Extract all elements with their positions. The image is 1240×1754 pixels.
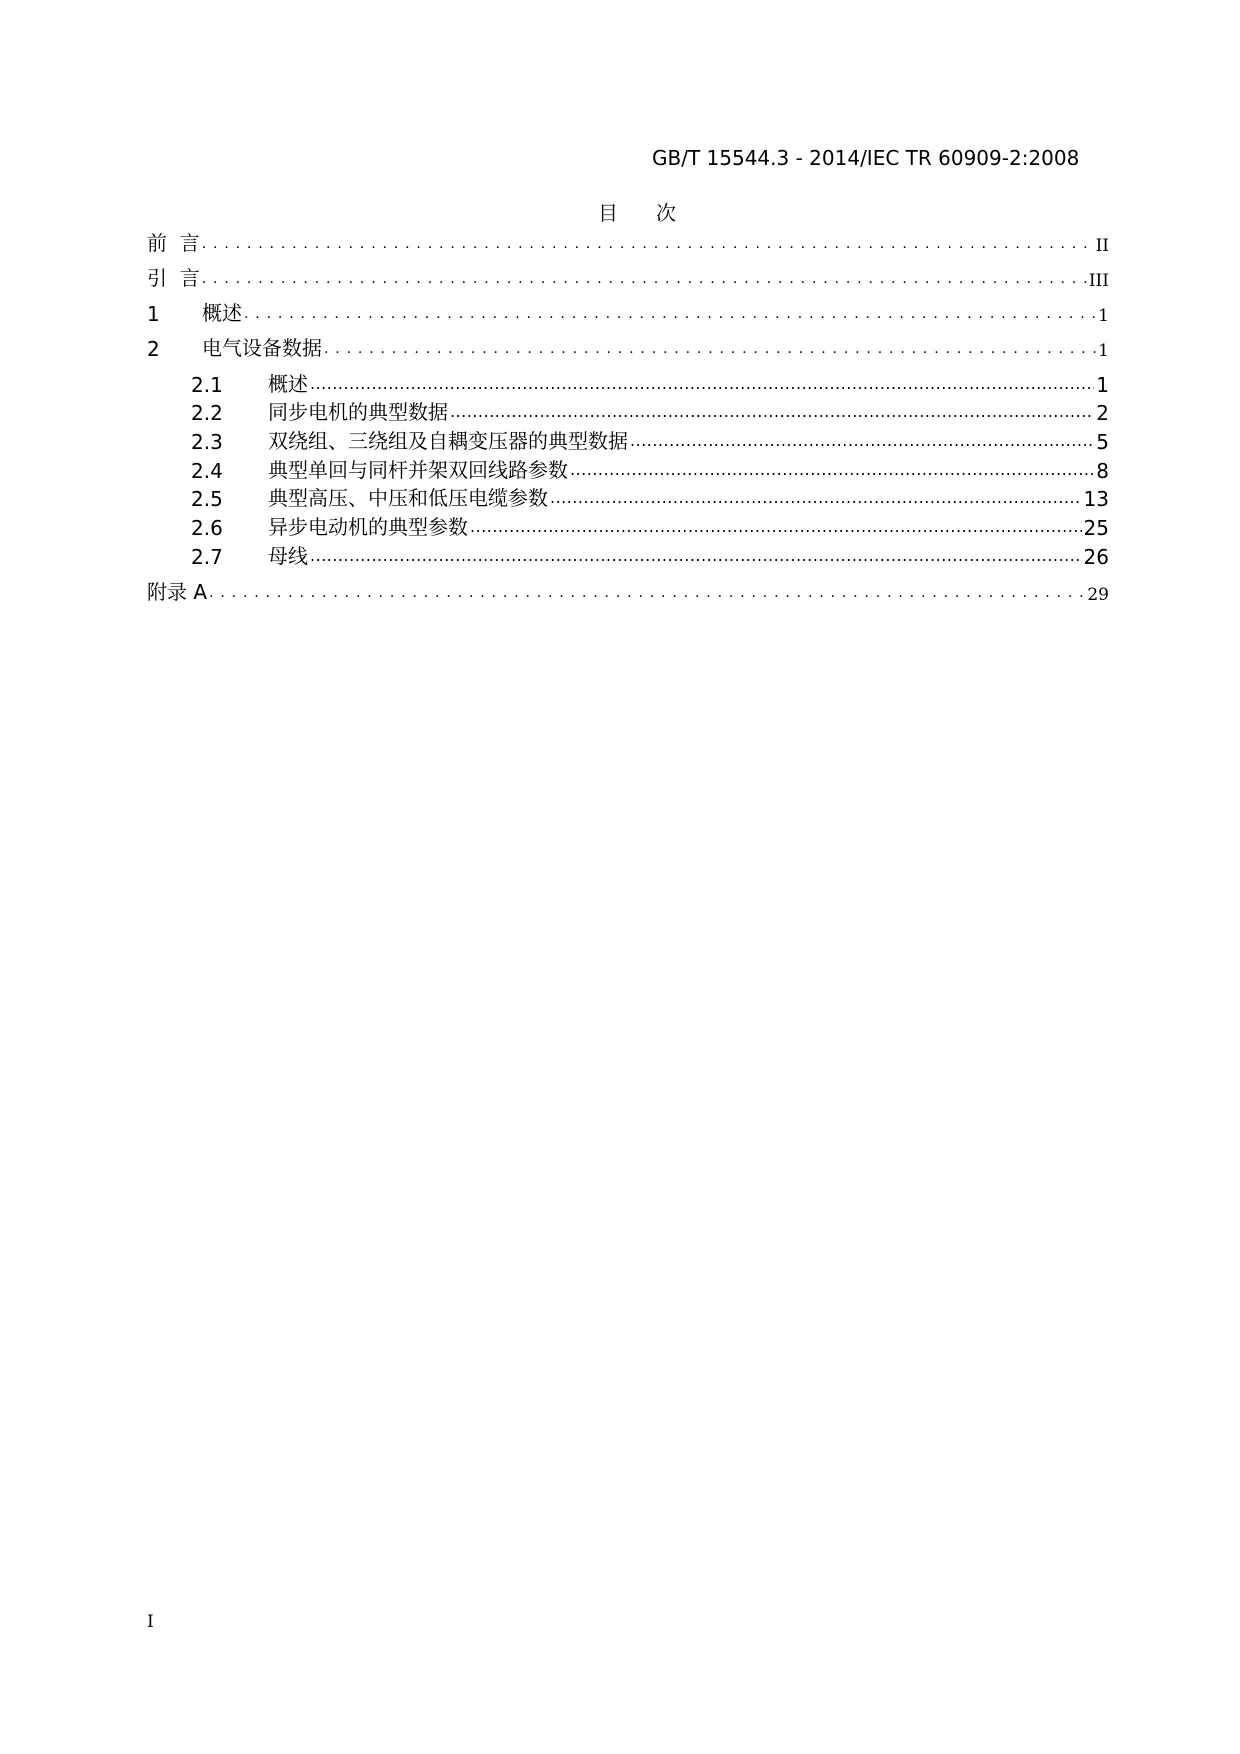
toc-entry-title: 双绕组、三绕组及自耦变压器的典型数据 (268, 429, 628, 453)
toc-entry-number: 2.6 (191, 516, 223, 540)
toc-entry-title: 概述 (268, 372, 308, 396)
dot-leader (324, 333, 1096, 361)
dot-leader (570, 455, 1094, 483)
toc-entry-title: 异步电动机的典型参数 (268, 515, 468, 539)
standard-number-header: GB/T 15544.3 - 2014/IEC TR 60909-2:2008 (652, 146, 1080, 170)
toc-entry-page: 1 (1096, 373, 1109, 397)
toc-entry-number: 2.3 (191, 430, 223, 454)
toc-entry-page: 13 (1083, 487, 1109, 511)
toc-entry-title: 母线 (268, 544, 308, 568)
toc-entry-number: 2.2 (191, 401, 223, 425)
toc-entry-title: 前 言 (147, 231, 200, 255)
toc-entry-page: 1 (1098, 306, 1109, 326)
toc-entry-page: III (1088, 271, 1109, 291)
dot-leader (209, 577, 1085, 605)
toc-entry-preface[interactable] (147, 228, 1109, 256)
toc-title-part2: 次 (656, 201, 676, 225)
toc-entry-2-3[interactable] (191, 426, 1109, 454)
toc-entry-number: 2.5 (191, 487, 223, 511)
page-number-footer: I (147, 1612, 154, 1632)
toc-entry-2[interactable] (147, 333, 1109, 361)
toc-title-part1: 目 (598, 201, 618, 225)
toc-entry-number: 2.1 (191, 373, 223, 397)
toc-entry-page: II (1095, 236, 1109, 256)
toc-entry-2-2[interactable] (191, 397, 1109, 425)
toc-entry-page: 29 (1087, 585, 1109, 605)
toc-entry-appendix-a[interactable] (147, 577, 1109, 605)
toc-entry-introduction[interactable] (147, 263, 1109, 291)
toc-entry-2-4[interactable] (191, 455, 1109, 483)
toc-entry-page: 5 (1096, 430, 1109, 454)
toc-entry-number: 2.4 (191, 459, 223, 483)
toc-entry-2-7[interactable] (191, 541, 1109, 569)
toc-entry-title: 引 言 (147, 266, 200, 290)
toc-entry-title: 同步电机的典型数据 (268, 400, 448, 424)
toc-entry-number: 2 (147, 337, 160, 361)
toc-entry-title: 典型高压、中压和低压电缆参数 (268, 486, 548, 510)
toc-entry-number: 2.7 (191, 545, 223, 569)
toc-entry-page: 2 (1096, 401, 1109, 425)
toc-entry-page: 26 (1083, 545, 1109, 569)
toc-title (598, 197, 676, 226)
dot-leader (310, 369, 1094, 397)
dot-leader (244, 298, 1096, 326)
toc-entry-2-1[interactable] (191, 369, 1109, 397)
dot-leader (310, 541, 1082, 569)
toc-entry-1[interactable] (147, 298, 1109, 326)
toc-entry-title: 附录 A (147, 580, 208, 604)
toc-entry-page: 1 (1098, 341, 1109, 361)
toc-entry-number: 1 (147, 302, 160, 326)
dot-leader (550, 483, 1082, 511)
dot-leader (630, 426, 1094, 454)
dot-leader (450, 397, 1094, 425)
toc-entry-page: 25 (1083, 516, 1109, 540)
dot-leader (202, 263, 1087, 291)
toc-entry-2-5[interactable] (191, 483, 1109, 511)
toc-entry-title: 电气设备数据 (202, 336, 322, 360)
toc-entry-title: 概述 (202, 301, 242, 325)
dot-leader (470, 512, 1082, 540)
toc-entry-2-6[interactable] (191, 512, 1109, 540)
toc-entry-title: 典型单回与同杆并架双回线路参数 (268, 458, 568, 482)
dot-leader (202, 228, 1094, 256)
toc-entry-page: 8 (1096, 459, 1109, 483)
